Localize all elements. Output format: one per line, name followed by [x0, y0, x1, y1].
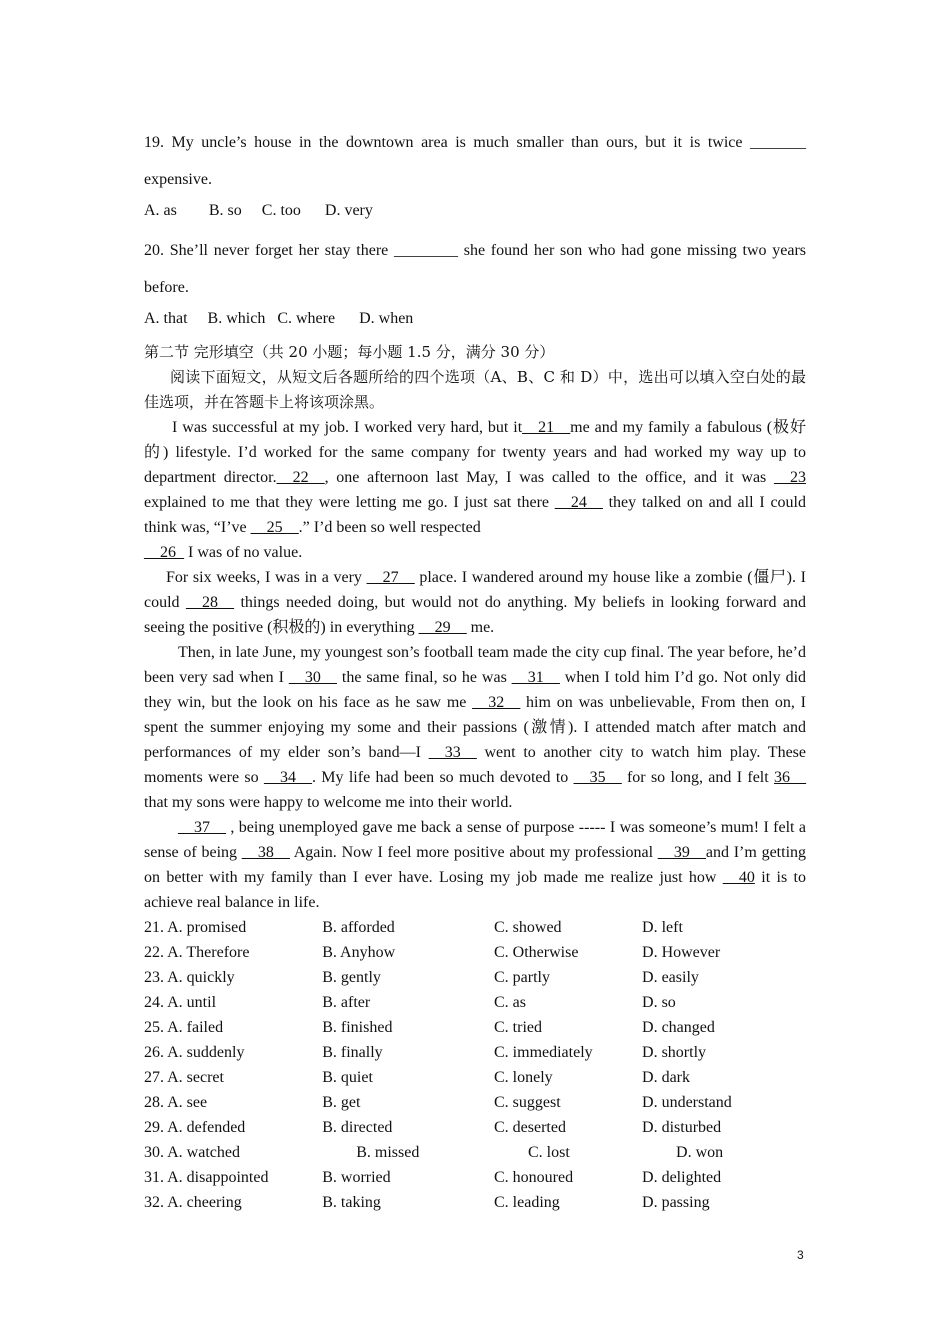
choice-row-26: [144, 1040, 806, 1065]
blank-21: __21__: [522, 419, 571, 436]
choice-row-31: [144, 1165, 806, 1190]
passage-paragraph-3: [144, 640, 806, 815]
blank-39: __39__: [657, 844, 706, 861]
choice-b: B. finished: [322, 1019, 393, 1036]
choice-a: 22. A. Therefore: [144, 944, 250, 961]
passage-text: me.: [466, 619, 495, 636]
choice-b: B. worried: [322, 1169, 391, 1186]
question-19-stem: 19. My uncle’s house in the downtown area is much smaller than ours, but it is twice _______ expensive.: [144, 134, 806, 188]
passage-text: , being unemployed gave me back a sense of purpose ----- I was someone’s mum! I felt a sense of being: [144, 819, 806, 861]
blank-35: __35__: [573, 769, 622, 786]
answer-choices-table: [144, 915, 806, 1215]
choice-b: B. afforded: [322, 919, 395, 936]
choice-c: C. lost: [528, 1144, 570, 1161]
blank-29: __29__: [418, 619, 467, 636]
passage-text: For six weeks, I was in a very: [166, 569, 367, 586]
choice-row-21: [144, 915, 806, 940]
section-instruction: 阅读下面短文，从短文后各题所给的四个选项（A、B、C 和 D）中，选出可以填入空白处的最佳选项，并在答题卡上将该项涂黑。: [144, 368, 806, 411]
passage-text: , one afternoon last May, I was called to the office, and it was: [324, 469, 775, 486]
question-20-options: A. that B. which C. where D. when: [144, 310, 414, 327]
blank-27: __27__: [366, 569, 415, 586]
passage-text: it is to achieve real balance in life.: [144, 869, 807, 911]
choice-a: 25. A. failed: [144, 1019, 224, 1036]
passage-text: when I told him I’d go. Not only did they win, but the look on his face as he saw me: [144, 669, 807, 711]
blank-24: __24__: [554, 494, 603, 511]
blank-38: __38__: [241, 844, 290, 861]
passage-text: went to another city to watch him play. These moments were so: [144, 744, 807, 786]
passage-paragraph-1b: [144, 540, 806, 565]
choice-c: C. Otherwise: [494, 944, 579, 961]
passage-text: that my sons were happy to welcome me into their world.: [144, 794, 513, 811]
choice-d: D. shortly: [642, 1044, 707, 1061]
choice-a: 28. A. see: [144, 1094, 208, 1111]
passage-text: the same final, so he was: [336, 669, 512, 686]
passage-text: I was successful at my job. I worked very hard, but it: [172, 419, 523, 436]
choice-a: 23. A. quickly: [144, 969, 235, 986]
choice-b: B. get: [322, 1094, 361, 1111]
choice-c: C. tried: [494, 1019, 542, 1036]
passage-text: I was of no value.: [184, 544, 303, 561]
choice-a: 30. A. watched: [144, 1144, 240, 1161]
blank-30: __30__: [288, 669, 337, 686]
blank-28: __28__: [186, 594, 234, 611]
choice-b: B. directed: [322, 1119, 393, 1136]
choice-row-27: [144, 1065, 806, 1090]
blank-40: __40: [722, 869, 755, 886]
choice-b: B. gently: [322, 969, 381, 986]
passage-paragraph-1: [144, 415, 806, 540]
blank-26: __26_: [144, 544, 184, 561]
choice-d: D. However: [642, 944, 721, 961]
passage-text: for so long, and I felt: [621, 769, 775, 786]
choice-row-24: [144, 990, 806, 1015]
choice-b: B. missed: [356, 1144, 420, 1161]
choice-b: B. finally: [322, 1044, 383, 1061]
choice-d: D. easily: [642, 969, 699, 986]
choice-row-32: [144, 1190, 806, 1215]
passage-text: .” I’d been so well respected: [298, 519, 481, 536]
blank-32: __32__: [472, 694, 521, 711]
choice-d: D. understand: [642, 1094, 732, 1111]
choice-c: C. showed: [494, 919, 562, 936]
passage-paragraph-4: [144, 815, 806, 915]
passage-text: explained to me that they were letting me go. I just sat there: [144, 494, 555, 511]
choice-d: D. left: [642, 919, 683, 936]
choice-a: 32. A. cheering: [144, 1194, 242, 1211]
choice-c: C. honoured: [494, 1169, 574, 1186]
passage-text: . My life had been so much devoted to: [311, 769, 574, 786]
choice-row-25: [144, 1015, 806, 1040]
blank-34: __34__: [263, 769, 312, 786]
choice-a: 21. A. promised: [144, 919, 247, 936]
exam-page-content: [144, 124, 806, 1215]
question-20-stem: 20. She’ll never forget her stay there ________ she found her son who had gone missing two years before.: [144, 242, 806, 296]
choice-b: B. taking: [322, 1194, 381, 1211]
passage-text: they talked on and all I could think was, “I’ve: [144, 494, 807, 536]
blank-25: __25__: [250, 519, 299, 536]
choice-c: C. suggest: [494, 1094, 561, 1111]
passage-text: me and my family a fabulous (极好的) lifestyle. I’d worked for the same company for twenty years and had worked my way up to department director.: [144, 419, 806, 486]
passage-text: him on was unbelievable, From then on, I spent the summer enjoying my some and their passions (激情). I attended match after match and performances of my elder son’s band—I: [144, 694, 806, 761]
blank-33: __33__: [428, 744, 477, 761]
blank-36: 36__: [774, 769, 807, 786]
choice-row-30: [144, 1140, 806, 1165]
choice-a: 26. A. suddenly: [144, 1044, 245, 1061]
choice-a: 24. A. until: [144, 994, 217, 1011]
choice-c: C. partly: [494, 969, 550, 986]
choice-a: 27. A. secret: [144, 1069, 224, 1086]
choice-c: C. leading: [494, 1194, 560, 1211]
passage-text: Then, in late June, my youngest son’s football team made the city cup final. The year before, he’d been very sad when I: [144, 644, 806, 686]
choice-c: C. as: [494, 994, 526, 1011]
choice-row-29: [144, 1115, 806, 1140]
choice-c: C. immediately: [494, 1044, 593, 1061]
choice-d: D. dark: [642, 1069, 690, 1086]
choice-row-22: [144, 940, 806, 965]
question-19-options: A. as B. so C. too D. very: [144, 202, 373, 219]
choice-d: D. delighted: [642, 1169, 722, 1186]
passage-text: Again. Now I feel more positive about my professional: [289, 844, 658, 861]
passage-text: and I’m getting on better with my family than I ever have. Losing my job made me realize just how: [144, 844, 807, 886]
choice-d: D. so: [642, 994, 676, 1011]
choice-b: B. quiet: [322, 1069, 373, 1086]
section-heading: 第二节 完形填空（共 20 小题；每小题 1.5 分，满分 30 分）: [144, 343, 555, 361]
choice-d: D. passing: [642, 1194, 710, 1211]
passage-paragraph-2: [144, 565, 806, 640]
page-number: 3: [797, 1248, 804, 1262]
choice-d: D. disturbed: [642, 1119, 722, 1136]
passage-text: things needed doing, but would not do anything. My beliefs in looking forward and seeing the positive (积极的) in everything: [144, 594, 807, 636]
choice-a: 29. A. defended: [144, 1119, 246, 1136]
passage-text: place. I wandered around my house like a zombie (僵尸). I could: [144, 569, 806, 611]
choice-b: B. after: [322, 994, 371, 1011]
choice-d: D. changed: [642, 1019, 715, 1036]
choice-row-28: [144, 1090, 806, 1115]
choice-c: C. lonely: [494, 1069, 553, 1086]
blank-31: __31__: [511, 669, 560, 686]
choice-c: C. deserted: [494, 1119, 566, 1136]
blank-22: __22__: [276, 469, 325, 486]
choice-b: B. Anyhow: [322, 944, 396, 961]
blank-37: __37__: [178, 819, 226, 836]
choice-a: 31. A. disappointed: [144, 1169, 269, 1186]
blank-23: __23: [774, 469, 807, 486]
choice-row-23: [144, 965, 806, 990]
choice-d: D. won: [676, 1144, 724, 1161]
